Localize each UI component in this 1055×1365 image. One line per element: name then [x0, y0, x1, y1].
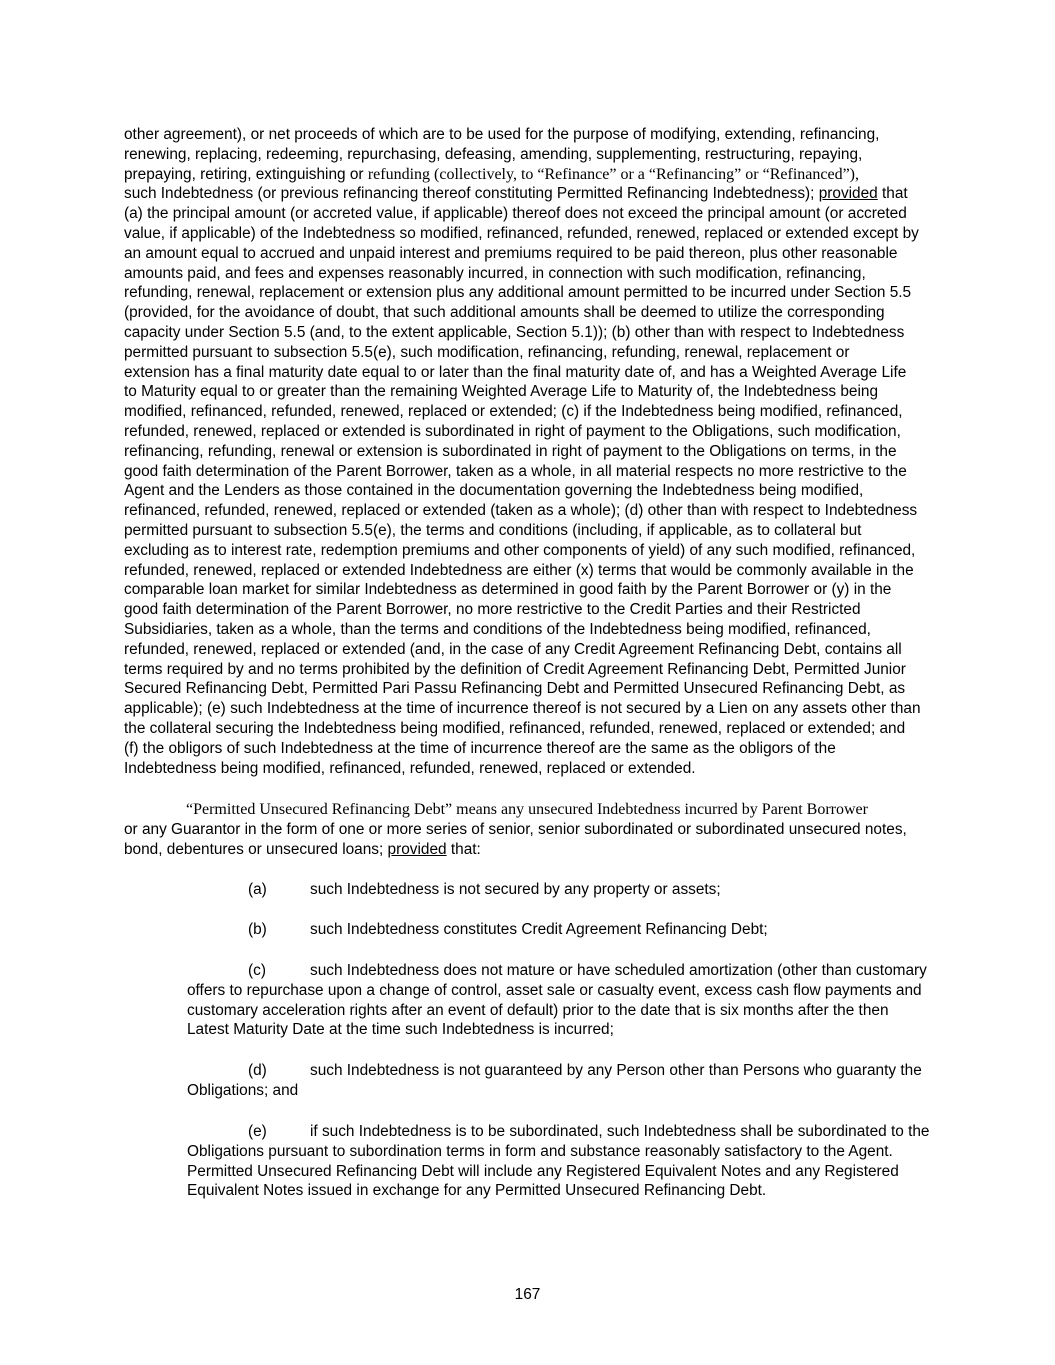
- text-line: applicable); (e) such Indebtedness at the time of incurrence thereof is not secured by a Lien on any assets other than: [124, 700, 921, 718]
- item-label: (a): [248, 881, 267, 898]
- item-label: (b): [248, 921, 267, 938]
- text-line: comparable loan market for similar Indebtedness as determined in good faith by the Parent Borrower or (y) in the: [124, 581, 892, 599]
- list-item: [187, 961, 931, 1040]
- text-line: good faith determination of the Parent Borrower, no more restrictive to the Credit Parties and their Restricted: [124, 601, 861, 619]
- item-text: Obligations; and: [187, 1081, 299, 1099]
- text-line: (f) the obligors of such Indebtedness at the time of incurrence thereof are the same as the obligors of the: [124, 739, 836, 757]
- text-line: terms required by and no terms prohibited by the definition of Credit Agreement Refinancing Debt, Permitted Junior: [124, 660, 906, 678]
- text-line: Agent and the Lenders as those contained in the documentation governing the Indebtedness being modified,: [124, 482, 864, 500]
- continuation-paragraph: [124, 125, 930, 778]
- text-line: modified, refinanced, refunded, renewed, replaced or extended; (c) if the Indebtedness being modified, refinanced,: [124, 403, 903, 421]
- text-line: value, if applicable) of the Indebtedness so modified, refinanced, refunded, renewed, replaced or extended except by: [124, 224, 919, 242]
- text-line: amounts paid, and fees and expenses reasonably incurred, in connection with such modification, refinancing,: [124, 264, 866, 282]
- text-line: such Indebtedness (or previous refinancing thereof constituting Permitted Refinancing Indebtedness); provided that: [124, 185, 908, 203]
- text-line: Secured Refinancing Debt, Permitted Pari Passu Refinancing Debt and Permitted Unsecured Refinancing Debt, as: [124, 680, 906, 698]
- item-text: Equivalent Notes issued in exchange for any Permitted Unsecured Refinancing Debt.: [187, 1182, 767, 1200]
- item-text: Latest Maturity Date at the time such Indebtedness is incurred;: [187, 1021, 614, 1039]
- provided-term: provided: [818, 185, 878, 203]
- text-line: refunded, renewed, replaced or extended is subordinated in right of payment to the Obligations, such modification,: [124, 422, 901, 440]
- text-line: (provided, for the avoidance of doubt, that such additional amounts shall be deemed to utilize the corresponding: [124, 304, 885, 322]
- text-line: excluding as to interest rate, redemption premiums and other components of yield) of any such modified, refinanced,: [124, 541, 916, 559]
- text-line: prepaying, retiring, extinguishing or refunding (collectively, to “Refinance” or a “Refinancing” or “Refinanced”),: [124, 165, 859, 183]
- item-label: (d): [248, 1062, 267, 1079]
- text-line: permitted pursuant to subsection 5.5(e), the terms and conditions (including, if applicable, as to collateral but: [124, 521, 862, 539]
- definition-first-line: “Permitted Unsecured Refinancing Debt” means any unsecured Indebtedness incurred by Parent Borrower: [186, 801, 868, 818]
- item-label: (e): [248, 1123, 267, 1140]
- item-text: such Indebtedness constitutes Credit Agreement Refinancing Debt;: [310, 921, 768, 938]
- text-line: (a) the principal amount (or accreted value, if applicable) thereof does not exceed the principal amount (or accreted: [124, 205, 907, 223]
- provided-term: provided: [387, 840, 447, 858]
- text-line: or any Guarantor in the form of one or more series of senior, senior subordinated or subordinated unsecured notes,: [124, 820, 907, 838]
- definition-paragraph: [124, 800, 930, 859]
- text-line: good faith determination of the Parent Borrower, taken as a whole, in all material respects no more restrictive to the: [124, 462, 907, 480]
- page-number: 167: [514, 1286, 541, 1303]
- text-line: renewing, replacing, redeeming, repurchasing, defeasing, amending, supplementing, restructuring, repaying,: [124, 145, 863, 163]
- list-item: [187, 1122, 931, 1201]
- item-text: Obligations pursuant to subordination terms in form and substance reasonably satisfactory to the Agent.: [187, 1142, 893, 1160]
- item-label: (c): [248, 962, 266, 979]
- text-line: refunded, renewed, replaced or extended Indebtedness are either (x) terms that would be commonly available in the: [124, 561, 914, 579]
- text-line: capacity under Section 5.5 (and, to the extent applicable, Section 5.1)); (b) other than with respect to Indebtedness: [124, 323, 905, 341]
- item-text: such Indebtedness does not mature or have scheduled amortization (other than customary: [310, 962, 927, 979]
- text-line: Subsidiaries, taken as a whole, than the terms and conditions of the Indebtedness being modified, refinanced,: [124, 620, 871, 638]
- text-line: an amount equal to accrued and unpaid interest and premiums required to be paid thereon, plus other reasonable: [124, 244, 898, 262]
- text-line: to Maturity equal to or greater than the remaining Weighted Average Life to Maturity of, the Indebtedness being: [124, 383, 879, 401]
- text-line: the collateral securing the Indebtedness being modified, refinanced, refunded, renewed, replaced or extended; and: [124, 719, 906, 737]
- item-text: such Indebtedness is not guaranteed by any Person other than Persons who guaranty the: [310, 1062, 922, 1079]
- text-line: extension has a final maturity date equal to or later than the final maturity date of, and has a Weighted Average Life: [124, 363, 907, 381]
- text-line: refinancing, refunding, renewal or extension is subordinated in right of payment to the Obligations on terms, in the: [124, 442, 897, 460]
- item-text: such Indebtedness is not secured by any property or assets;: [310, 881, 721, 898]
- item-text: offers to repurchase upon a change of control, asset sale or casualty event, excess cash flow payments and: [187, 981, 922, 999]
- text-line: refunded, renewed, replaced or extended (and, in the case of any Credit Agreement Refinancing Debt, contains all: [124, 640, 902, 658]
- list-item: [187, 1061, 931, 1101]
- text-line: other agreement), or net proceeds of which are to be used for the purpose of modifying, extending, refinancing,: [124, 126, 880, 143]
- item-text: customary acceleration rights after an event of default) prior to the date that is six months after the then: [187, 1001, 889, 1019]
- text-line: permitted pursuant to subsection 5.5(e), such modification, refinancing, refunding, renewal, replacement or: [124, 343, 850, 361]
- list-item: [248, 880, 721, 900]
- text-line: refunding, renewal, replacement or extension plus any additional amount permitted to be incurred under Section 5.5: [124, 284, 912, 302]
- item-text: if such Indebtedness is to be subordinated, such Indebtedness shall be subordinated to the: [310, 1123, 930, 1140]
- text-line: bond, debentures or unsecured loans; provided that:: [124, 840, 481, 858]
- text-line: refinanced, refunded, renewed, replaced or extended (taken as a whole); (d) other than with respect to Indebtedness: [124, 502, 918, 520]
- text-line: Indebtedness being modified, refinanced, refunded, renewed, replaced or extended.: [124, 759, 696, 777]
- list-item: [248, 920, 768, 940]
- item-text: Permitted Unsecured Refinancing Debt will include any Registered Equivalent Notes and any Registered: [187, 1162, 899, 1180]
